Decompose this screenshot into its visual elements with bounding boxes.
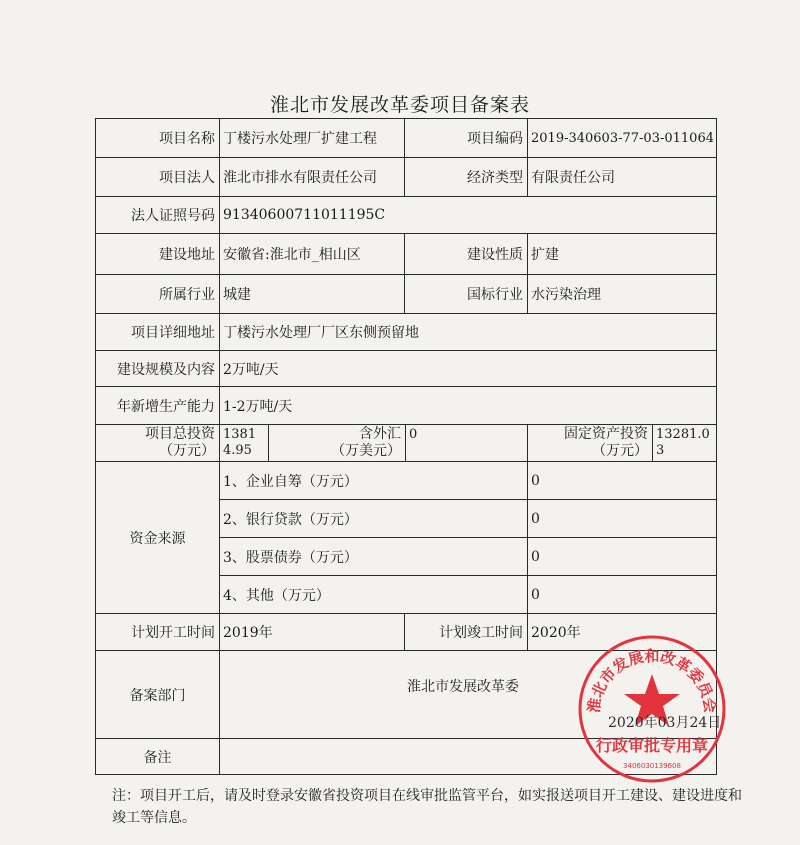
seal-purpose-text: 行政审批专用章 — [595, 736, 709, 755]
fixed-invest-label-line2: （万元） — [592, 443, 648, 459]
fixed-invest-label-line1: 固定资产投资 — [564, 426, 648, 442]
fund-item-label: 4、其他（万元） — [219, 575, 528, 614]
legal-person-value: 淮北市排水有限责任公司 — [219, 157, 405, 197]
total-invest-label — [95, 424, 220, 462]
start-time-label: 计划开工时间 — [95, 613, 220, 651]
total-invest-value: 13814.95 — [219, 424, 269, 462]
national-industry-value: 水污染治理 — [527, 274, 717, 314]
end-time-label: 计划竣工时间 — [404, 613, 528, 651]
foreign-label — [268, 424, 406, 462]
industry-label: 所属行业 — [95, 274, 220, 314]
page-title: 淮北市发展改革委项目备案表 — [269, 94, 530, 116]
detail-address-label: 项目详细地址 — [95, 313, 220, 351]
industry-value: 城建 — [219, 274, 405, 314]
capacity-value: 1-2万吨/天 — [219, 386, 717, 425]
start-time-value: 2019年 — [219, 613, 405, 651]
license-value: 91340600711011195C — [219, 196, 717, 234]
scale-value: 2万吨/天 — [219, 350, 717, 387]
scale-label: 建设规模及内容 — [95, 350, 220, 387]
legal-person-label: 项目法人 — [95, 157, 220, 197]
license-label: 法人证照号码 — [95, 196, 220, 234]
fund-item-label: 1、企业自筹（万元） — [219, 461, 528, 500]
seal-org-path: 淮北市发展和改革委员会 — [584, 647, 720, 715]
fund-item-value: 0 — [527, 537, 717, 576]
filing-date: 2020年03月24日 — [608, 715, 722, 731]
project-name-label: 项目名称 — [95, 118, 220, 158]
nature-value: 扩建 — [527, 233, 717, 275]
site-value: 安徽省:淮北市_相山区 — [219, 233, 405, 275]
official-seal-icon — [577, 634, 727, 784]
foreign-value: 0 — [405, 424, 528, 462]
project-code-label: 项目编码 — [404, 118, 528, 158]
fund-source-label: 资金来源 — [95, 461, 220, 614]
economic-type-label: 经济类型 — [404, 157, 528, 197]
fund-item-label: 3、股票债券（万元） — [219, 537, 528, 576]
fixed-invest-label — [527, 424, 653, 462]
dept-label: 备案部门 — [95, 650, 220, 739]
nature-label: 建设性质 — [404, 233, 528, 275]
foreign-label-line2: （万美元） — [331, 443, 401, 459]
seal-code-text: 3406030139608 — [623, 762, 681, 770]
fund-item-value: 0 — [527, 461, 717, 500]
project-name-value: 丁楼污水处理厂扩建工程 — [219, 118, 405, 158]
end-time-value: 2020年 — [527, 613, 717, 651]
economic-type-value: 有限责任公司 — [527, 157, 717, 197]
national-industry-label: 国标行业 — [404, 274, 528, 314]
foreign-label-line1: 含外汇 — [359, 426, 401, 442]
remark-label: 备注 — [95, 738, 220, 775]
fund-item-value: 0 — [527, 499, 717, 538]
total-invest-label-line2: （万元） — [159, 443, 215, 459]
fixed-invest-value: 13281.03 — [652, 424, 717, 462]
total-invest-label-line1: 项目总投资 — [145, 426, 215, 442]
capacity-label: 年新增生产能力 — [95, 386, 220, 425]
fund-item-label: 2、银行贷款（万元） — [219, 499, 528, 538]
fund-item-value: 0 — [527, 575, 717, 614]
footer-note: 注：项目开工后，请及时登录安徽省投资项目在线审批监管平台，如实报送项目开工建设、建设进度和竣工等信息。 — [112, 788, 742, 826]
site-label: 建设地址 — [95, 233, 220, 275]
dept-value: 淮北市发展改革委 — [407, 679, 519, 695]
detail-address-value: 丁楼污水处理厂厂区东侧预留地 — [219, 313, 717, 351]
project-code-value: 2019-340603-77-03-011064 — [527, 118, 717, 158]
